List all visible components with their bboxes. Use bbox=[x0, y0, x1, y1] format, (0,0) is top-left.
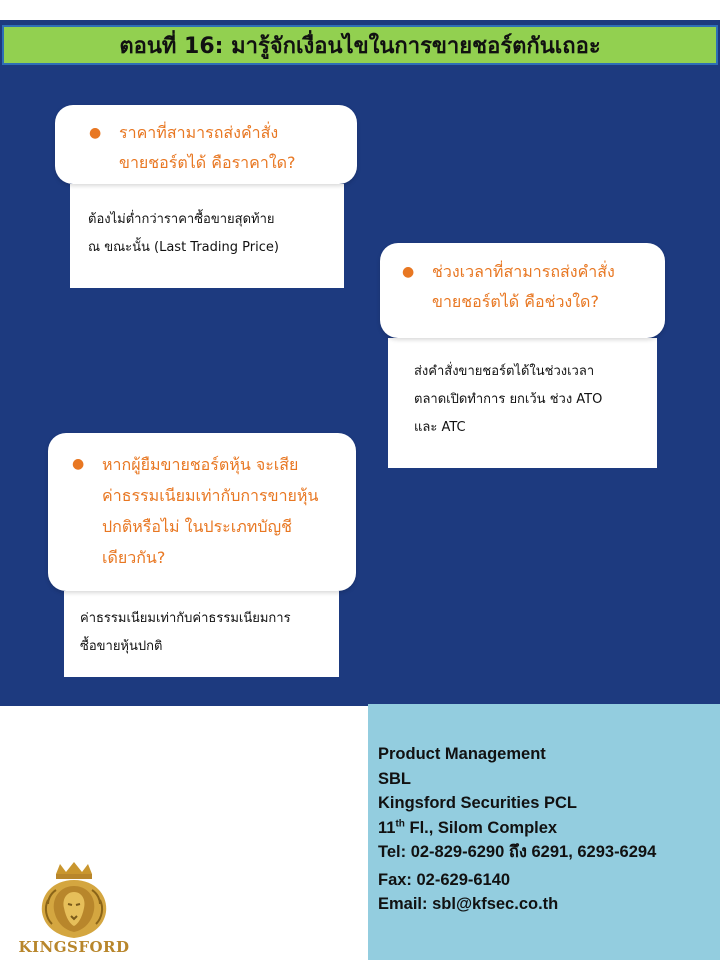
contact-department: Product Management bbox=[378, 745, 546, 763]
question-3-line-3: ปกติหรือไม่ ในประเภทบัญชี bbox=[102, 517, 292, 536]
question-card-3 bbox=[48, 433, 356, 591]
question-3-line-1: หากผู้ยืมขายชอร์ตหุ้น จะเสีย bbox=[102, 455, 299, 474]
question-2-line-1: ช่วงเวลาที่สามารถส่งคำสั่ง bbox=[432, 262, 615, 281]
answer-box-3 bbox=[64, 591, 339, 677]
answer-1-line-1: ต้องไม่ต่ำกว่าราคาซื้อขายสุดท้าย bbox=[88, 212, 275, 227]
contact-email: Email: sbl@kfsec.co.th bbox=[378, 895, 559, 913]
bullet-icon: ● bbox=[72, 456, 85, 472]
question-card-2 bbox=[380, 243, 665, 338]
logo-text: KINGSFORD bbox=[18, 938, 130, 956]
answer-3-line-1: ค่าธรรมเนียมเท่ากับค่าธรรมเนียมการ bbox=[80, 611, 291, 626]
contact-company: Kingsford Securities PCL bbox=[378, 794, 577, 812]
question-2-line-2: ขายชอร์ตได้ คือช่วงใด? bbox=[432, 292, 599, 311]
contact-fax: Fax: 02-629-6140 bbox=[378, 870, 511, 889]
lion-crest-icon bbox=[12, 860, 136, 940]
answer-1-line-2: ณ ขณะนั้น (Last Trading Price) bbox=[88, 240, 279, 255]
answer-3-line-2: ซื้อขายหุ้นปกติ bbox=[80, 639, 163, 654]
question-card-1 bbox=[55, 105, 357, 184]
contact-tel: Tel: 02-829-6290 ถึง 6291, 6293-6294 bbox=[378, 843, 657, 861]
answer-2-line-1: ส่งคำสั่งขายชอร์ตได้ในช่วงเวลา bbox=[414, 364, 595, 379]
question-3-line-4: เดียวกัน? bbox=[102, 548, 166, 567]
bullet-icon: ● bbox=[402, 264, 415, 280]
contact-unit: SBL bbox=[378, 769, 411, 788]
contact-address: 11th Fl., Silom Complex bbox=[378, 818, 558, 837]
kingsford-logo bbox=[12, 860, 136, 960]
answer-2-line-3: และ ATC bbox=[414, 420, 466, 435]
answer-2-line-2: ตลาดเปิดทำการ ยกเว้น ช่วง ATO bbox=[414, 392, 603, 407]
page-title: ตอนที่ 16: มารู้จักเงื่อนไขในการขายชอร์ตกันเถอะ bbox=[2, 25, 718, 65]
answer-box-2 bbox=[388, 338, 657, 468]
question-1-line-1: ราคาที่สามารถส่งคำสั่ง bbox=[119, 123, 279, 142]
contact-info bbox=[378, 742, 718, 917]
answer-box-1 bbox=[70, 184, 344, 288]
bullet-icon: ● bbox=[89, 125, 102, 141]
question-1-line-2: ขายชอร์ตได้ คือราคาใด? bbox=[119, 153, 296, 172]
question-3-line-2: ค่าธรรมเนียมเท่ากับการขายหุ้น bbox=[102, 486, 319, 505]
